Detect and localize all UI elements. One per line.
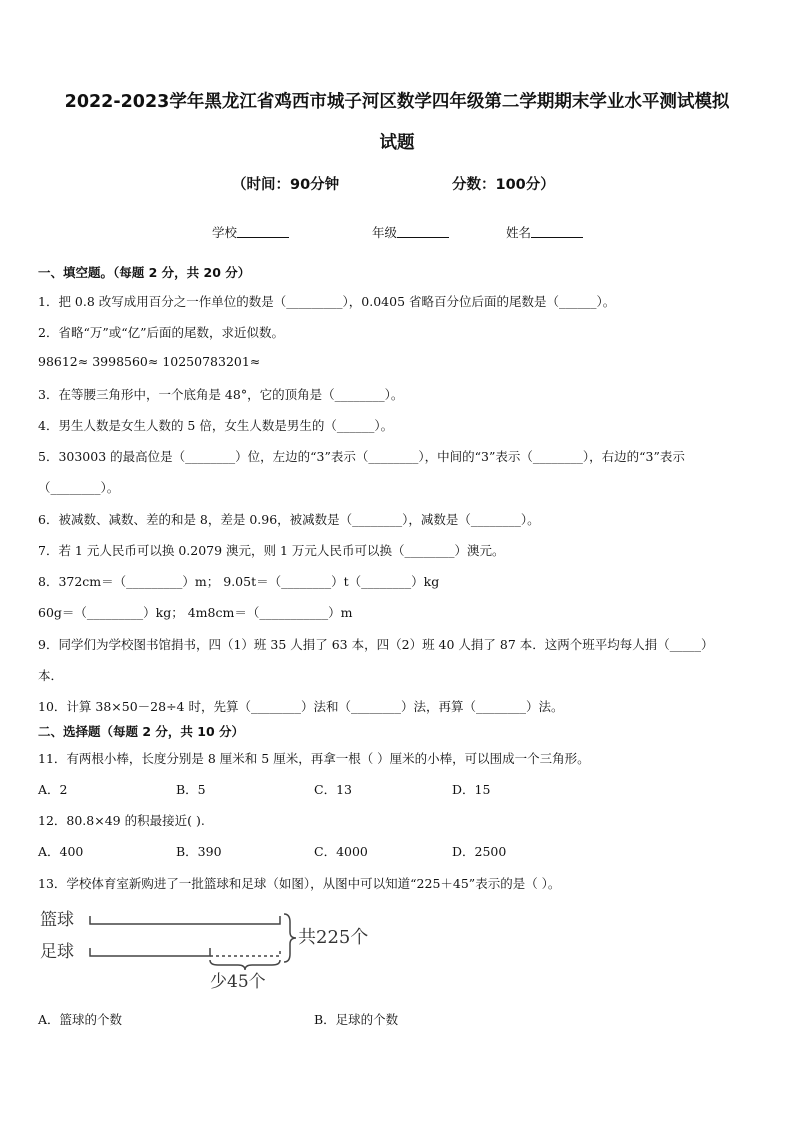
question-line: （________）。 <box>38 480 120 495</box>
basketball-label: 篮球 <box>40 910 74 930</box>
less-dashed-segment <box>210 948 280 956</box>
question-line: 5．303003 的最高位是（________）位，左边的“3”表示（________），中间的“3”表示（________），右边的“3”表示 <box>38 449 685 464</box>
option-13-b[interactable]: B．足球的个数 <box>314 1012 399 1027</box>
option-11-a[interactable]: A．2 <box>38 782 68 797</box>
question-12: 12．80.8×49 的积最接近( ). <box>38 813 205 828</box>
question-line: 6．被减数、减数、差的和是 8，差是 0.96，被减数是（________），减数是（________）。 <box>38 512 540 527</box>
question-line: 本． <box>38 668 64 683</box>
less-brace <box>210 960 280 970</box>
school-blank[interactable] <box>237 225 289 238</box>
question-line: 9．同学们为学校图书馆捐书，四（1）班 35 人捐了 63 本，四（2）班 40 人捐了 87 本．这两个班平均每人捐（_____） <box>38 637 714 652</box>
option-12-d[interactable]: D．2500 <box>452 844 507 859</box>
option-12-c[interactable]: C．4000 <box>314 844 368 859</box>
option-11-b[interactable]: B．5 <box>176 782 206 797</box>
section1-heading: 一、填空题。（每题 2 分，共 20 分） <box>38 265 251 280</box>
question-line: 4．男生人数是女生人数的 5 倍，女生人数是男生的（______）。 <box>38 418 394 433</box>
question-line: 98612≈ 3998560≈ 10250783201≈ <box>38 354 261 369</box>
question-line: 60g＝（_________）kg； 4m8cm＝（___________）m <box>38 605 353 620</box>
basketball-segment <box>90 916 280 924</box>
question-line: 7．若 1 元人民币可以换 0.2079 澳元，则 1 万元人民币可以换（________）澳元。 <box>38 543 505 558</box>
football-label: 足球 <box>40 942 74 962</box>
option-12-a[interactable]: A．400 <box>38 844 84 859</box>
score-info: 分数：100分） <box>452 177 555 193</box>
grade-field <box>372 223 449 241</box>
time-info: （时间：90分钟 <box>232 177 340 193</box>
question-line: 1．把 0.8 改写成用百分之一作单位的数是（_________），0.0405 省略百分位后面的尾数是（______）。 <box>38 294 616 309</box>
option-11-c[interactable]: C．13 <box>314 782 352 797</box>
question-line: 8．372cm＝（_________）m； 9.05t＝（________）t（________）kg <box>38 574 440 589</box>
exam-title-line1: 2022-2023学年黑龙江省鸡西市城子河区数学四年级第二学期期末学业水平测试模拟 <box>64 92 730 112</box>
school-field <box>212 223 289 241</box>
school-label: 学校 <box>212 225 238 240</box>
option-12-b[interactable]: B．390 <box>176 844 222 859</box>
question-line: 2．省略“万”或“亿”后面的尾数，求近似数。 <box>38 325 285 340</box>
exam-title-line2: 试题 <box>379 133 415 153</box>
section2-heading: 二、选择题（每题 2 分，共 10 分） <box>38 724 245 739</box>
football-segment <box>90 948 210 956</box>
name-field <box>506 223 583 241</box>
total-brace <box>284 914 296 962</box>
option-11-d[interactable]: D．15 <box>452 782 491 797</box>
option-13-a[interactable]: A．篮球的个数 <box>38 1012 123 1027</box>
question-13: 13．学校体育室新购进了一批篮球和足球（如图），从图中可以知道“225＋45”表示的是（ ）。 <box>38 876 561 891</box>
question-11: 11．有两根小棒，长度分别是 8 厘米和 5 厘米，再拿一根（ ）厘米的小棒，可以围成一个三角形。 <box>38 751 590 766</box>
segment-diagram <box>38 898 368 993</box>
question-line: 3．在等腰三角形中，一个底角是 48°，它的顶角是（________）。 <box>38 387 404 402</box>
grade-label: 年级 <box>372 225 398 240</box>
grade-blank[interactable] <box>397 225 449 238</box>
total-label: 共225个 <box>298 927 368 948</box>
question-line: 10．计算 38×50－28÷4 时，先算（________）法和（________）法，再算（________）法。 <box>38 699 564 714</box>
name-blank[interactable] <box>531 225 583 238</box>
name-label: 姓名 <box>506 225 532 240</box>
less-label: 少45个 <box>210 972 266 992</box>
